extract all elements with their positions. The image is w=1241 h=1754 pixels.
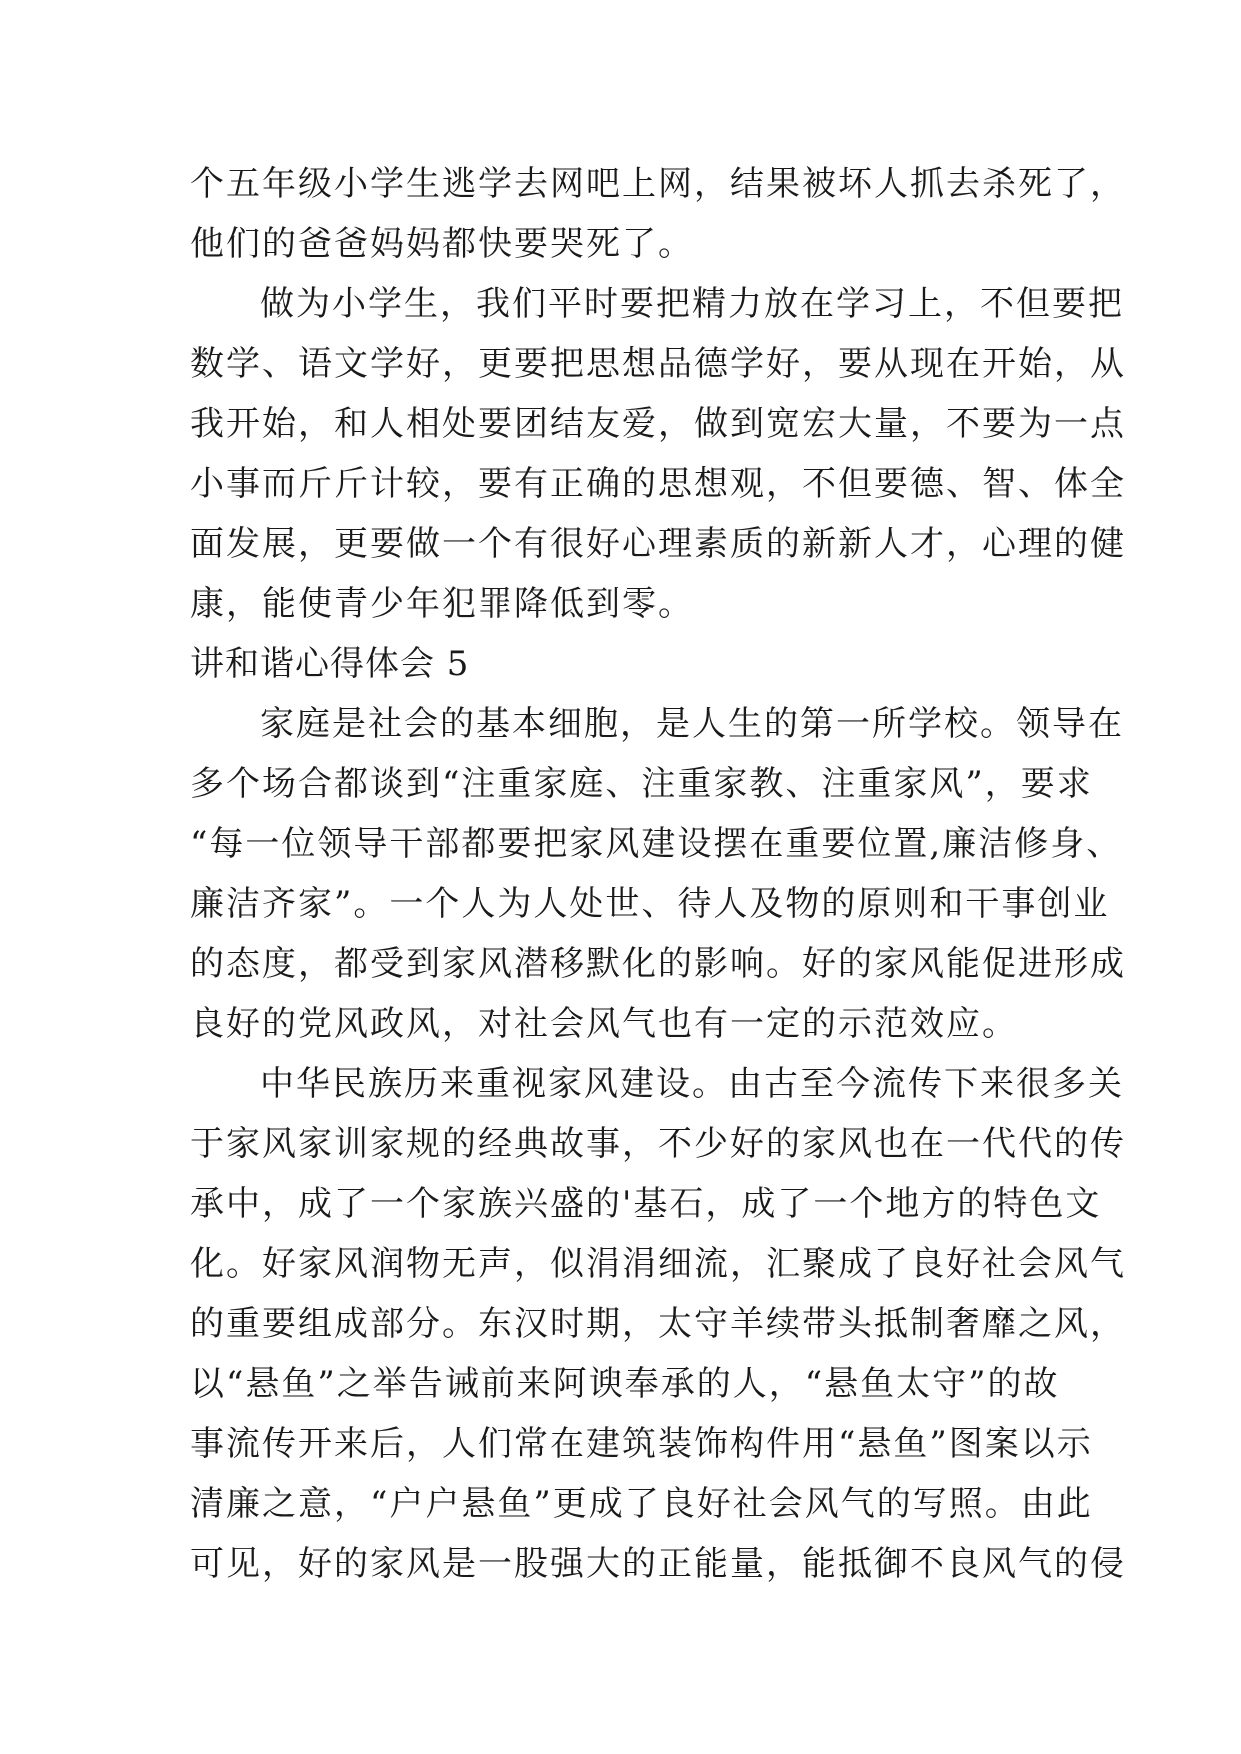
text-line: 清廉之意，“户户悬鱼”更成了良好社会风气的写照。由此 bbox=[190, 1484, 1093, 1524]
text-line: 康，能使青少年犯罪降低到零。 bbox=[190, 584, 694, 624]
text-line: 承中，成了一个家族兴盛的'基石，成了一个地方的特色文 bbox=[190, 1184, 1102, 1224]
section-heading: 讲和谐心得体会 5 bbox=[190, 644, 470, 684]
text-line: 个五年级小学生逃学去网吧上网，结果被坏人抓去杀死了， bbox=[190, 164, 1126, 204]
text-line: 我开始，和人相处要团结友爱，做到宽宏大量，不要为一点 bbox=[190, 404, 1126, 444]
text-line: 小事而斤斤计较，要有正确的思想观，不但要德、智、体全 bbox=[190, 464, 1126, 504]
text-line: “每一位领导干部都要把家风建设摆在重要位置,廉洁修身、 bbox=[190, 824, 1123, 864]
paragraph-first-line: 家庭是社会的基本细胞，是人生的第一所学校。领导在 bbox=[260, 704, 1124, 744]
text-line: 多个场合都谈到“注重家庭、注重家教、注重家风”，要求 bbox=[190, 764, 1093, 804]
text-line: 化。好家风润物无声，似涓涓细流，汇聚成了良好社会风气 bbox=[190, 1244, 1126, 1284]
text-line: 良好的党风政风，对社会风气也有一定的示范效应。 bbox=[190, 1004, 1018, 1044]
paragraph-first-line: 中华民族历来重视家风建设。由古至今流传下来很多关 bbox=[260, 1064, 1124, 1104]
text-line: 廉洁齐家”。一个人为人处世、待人及物的原则和干事创业 bbox=[190, 884, 1110, 924]
text-line: 的重要组成部分。东汉时期，太守羊续带头抵制奢靡之风， bbox=[190, 1304, 1126, 1344]
text-line: 数学、语文学好，更要把思想品德学好，要从现在开始，从 bbox=[190, 344, 1126, 384]
text-line: 的态度，都受到家风潜移默化的影响。好的家风能促进形成 bbox=[190, 944, 1126, 984]
text-line: 于家风家训家规的经典故事，不少好的家风也在一代代的传 bbox=[190, 1124, 1126, 1164]
text-line: 事流传开来后，人们常在建筑装饰构件用“悬鱼”图案以示 bbox=[190, 1424, 1093, 1464]
document-body bbox=[190, 154, 1126, 1594]
text-line: 可见，好的家风是一股强大的正能量，能抵御不良风气的侵 bbox=[190, 1544, 1126, 1584]
text-line: 以“悬鱼”之举告诫前来阿谀奉承的人，“悬鱼太守”的故 bbox=[190, 1364, 1060, 1404]
text-line: 他们的爸爸妈妈都快要哭死了。 bbox=[190, 224, 694, 264]
text-line: 面发展，更要做一个有很好心理素质的新新人才，心理的健 bbox=[190, 524, 1126, 564]
paragraph-first-line: 做为小学生，我们平时要把精力放在学习上，不但要把 bbox=[260, 284, 1124, 324]
